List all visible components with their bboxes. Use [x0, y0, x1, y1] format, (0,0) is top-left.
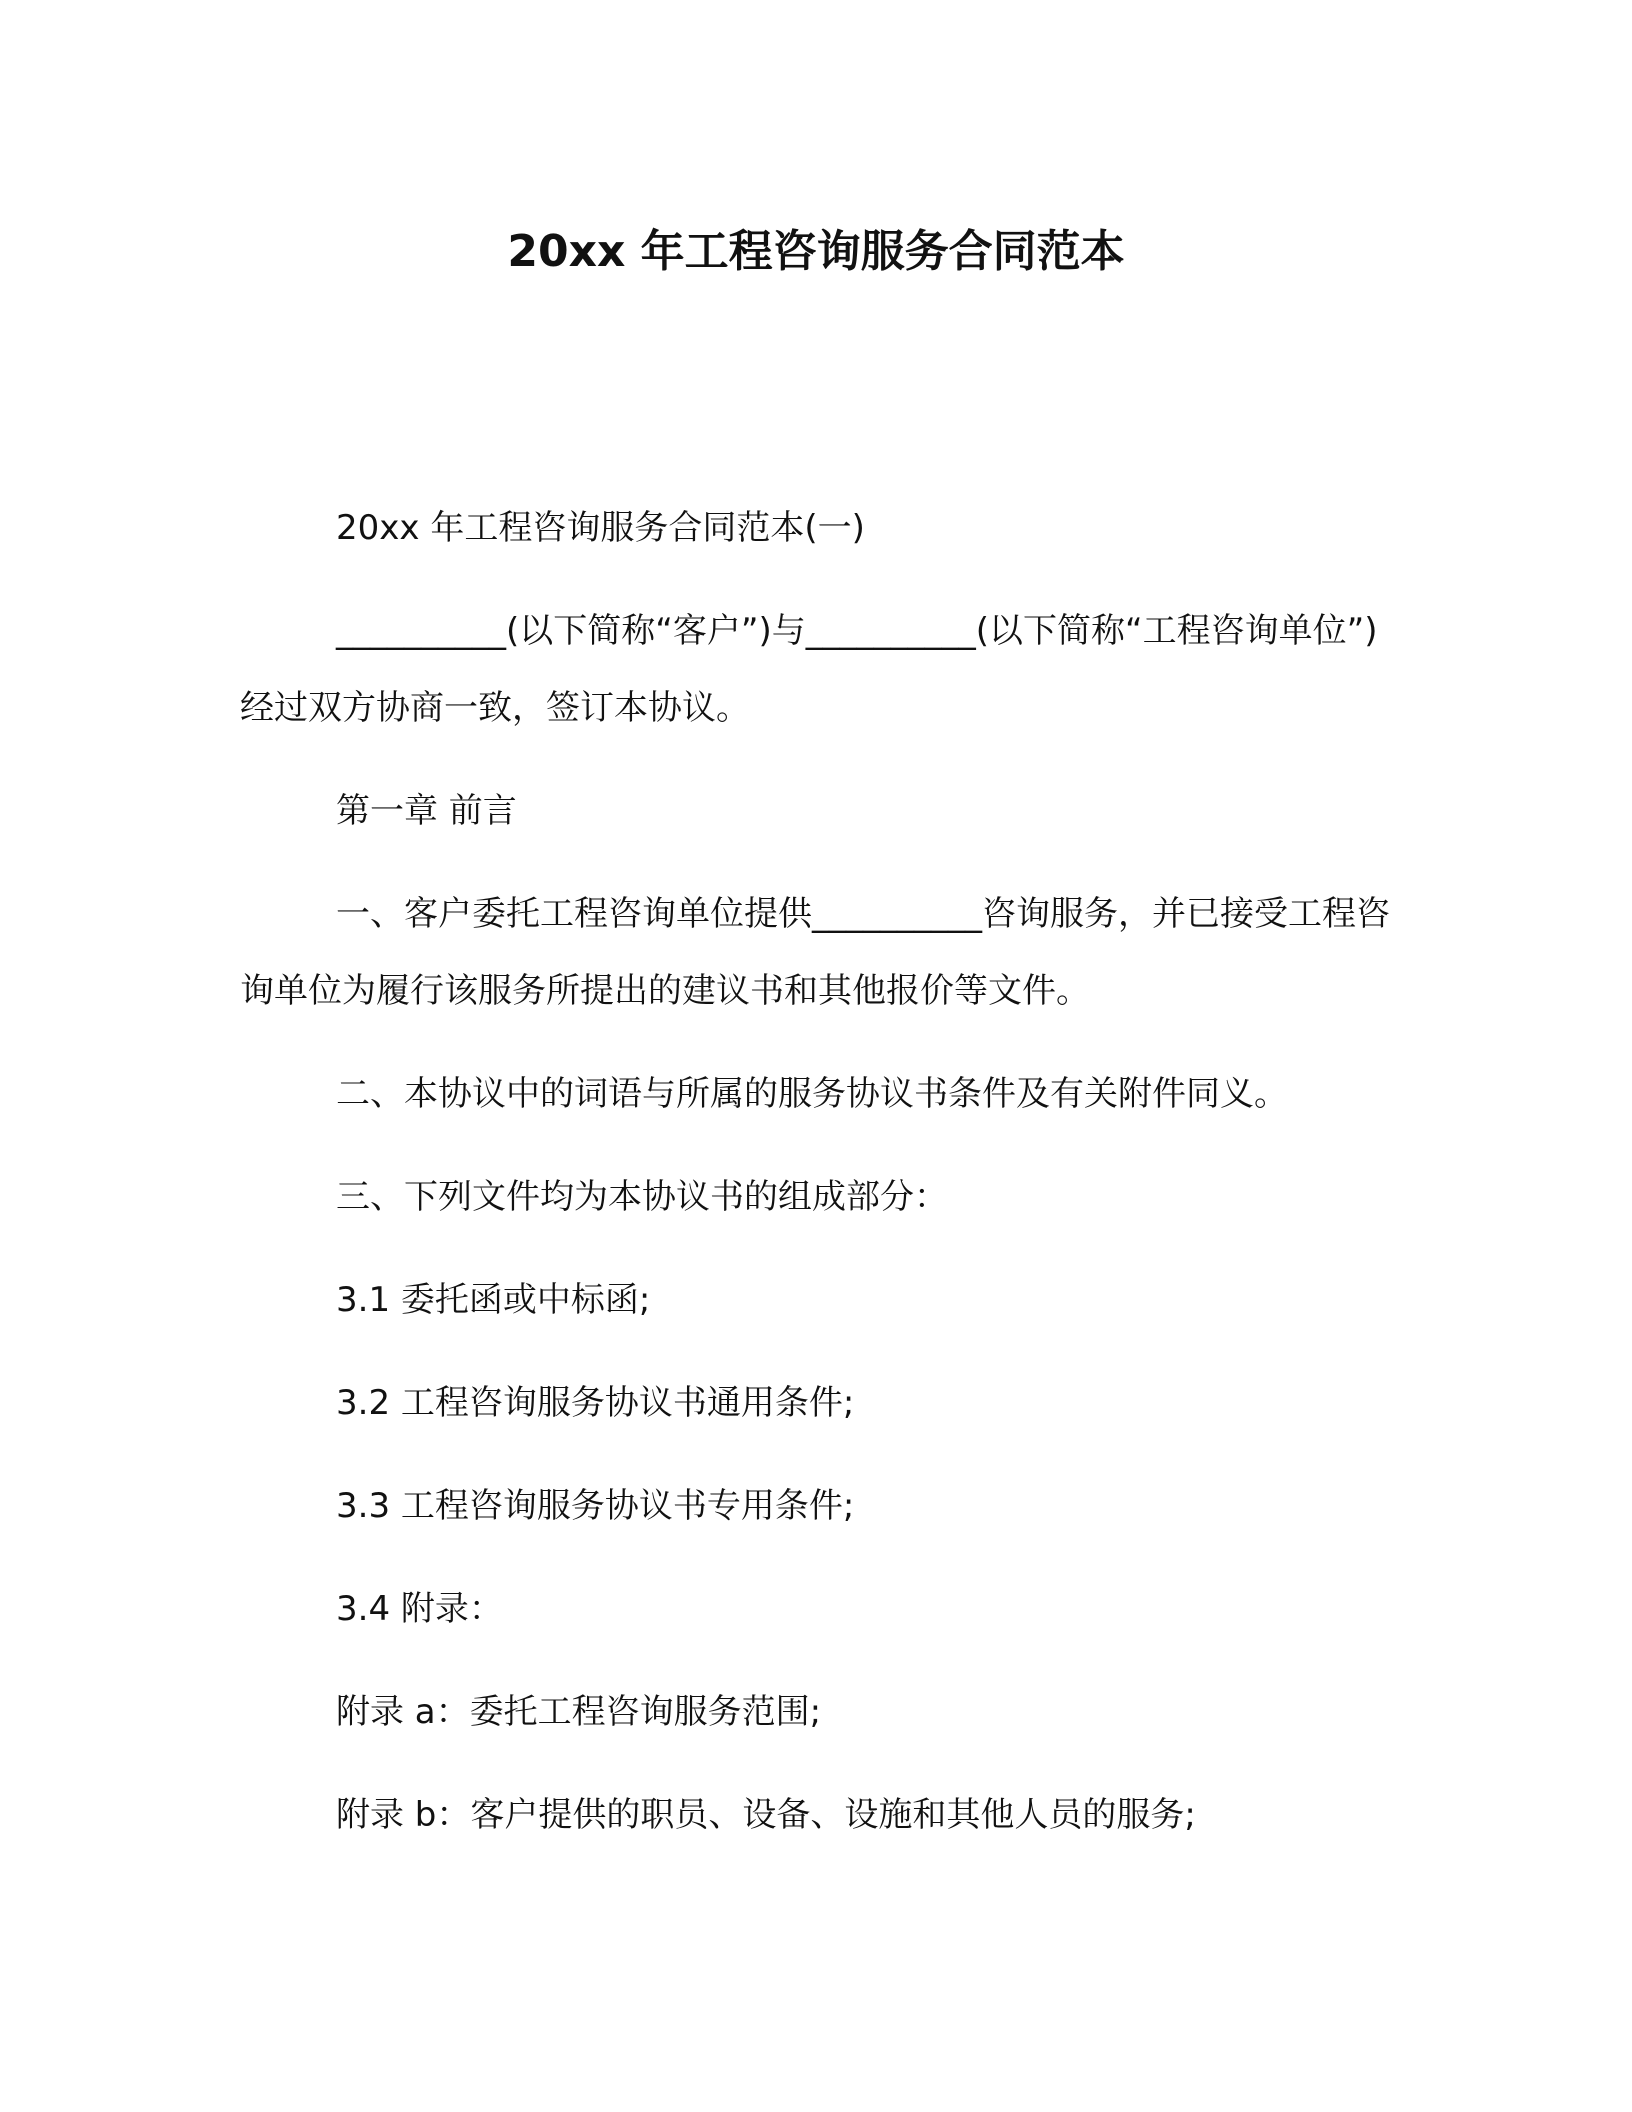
chapter-heading: 第一章 前言 [336, 791, 517, 831]
document-body [240, 490, 1392, 1880]
list-item: 3.4 附录： [336, 1589, 503, 1629]
list-item: 3.2 工程咨询服务协议书通用条件; [336, 1383, 855, 1423]
appendix-item: 附录 b：客户提供的职员、设备、设施和其他人员的服务; [336, 1795, 1196, 1835]
section-heading: 20xx 年工程咨询服务合同范本(一) [336, 508, 865, 548]
document-title: 20xx 年工程咨询服务合同范本 [507, 226, 1125, 277]
parties-paragraph: __________(以下简称“客户”)与__________(以下简称“工程咨询单位”)经过双方协商一致，签订本协议。 [240, 611, 1378, 728]
clause-one: 一、客户委托工程咨询单位提供__________咨询服务，并已接受工程咨询单位为履行该服务所提出的建议书和其他报价等文件。 [240, 894, 1390, 1011]
list-item: 3.1 委托函或中标函; [336, 1280, 651, 1320]
appendix-item: 附录 a：委托工程咨询服务范围; [336, 1692, 822, 1732]
list-item: 3.3 工程咨询服务协议书专用条件; [336, 1486, 855, 1526]
clause-two: 二、本协议中的词语与所属的服务协议书条件及有关附件同义。 [336, 1074, 1288, 1114]
clause-three: 三、下列文件均为本协议书的组成部分： [336, 1177, 948, 1217]
